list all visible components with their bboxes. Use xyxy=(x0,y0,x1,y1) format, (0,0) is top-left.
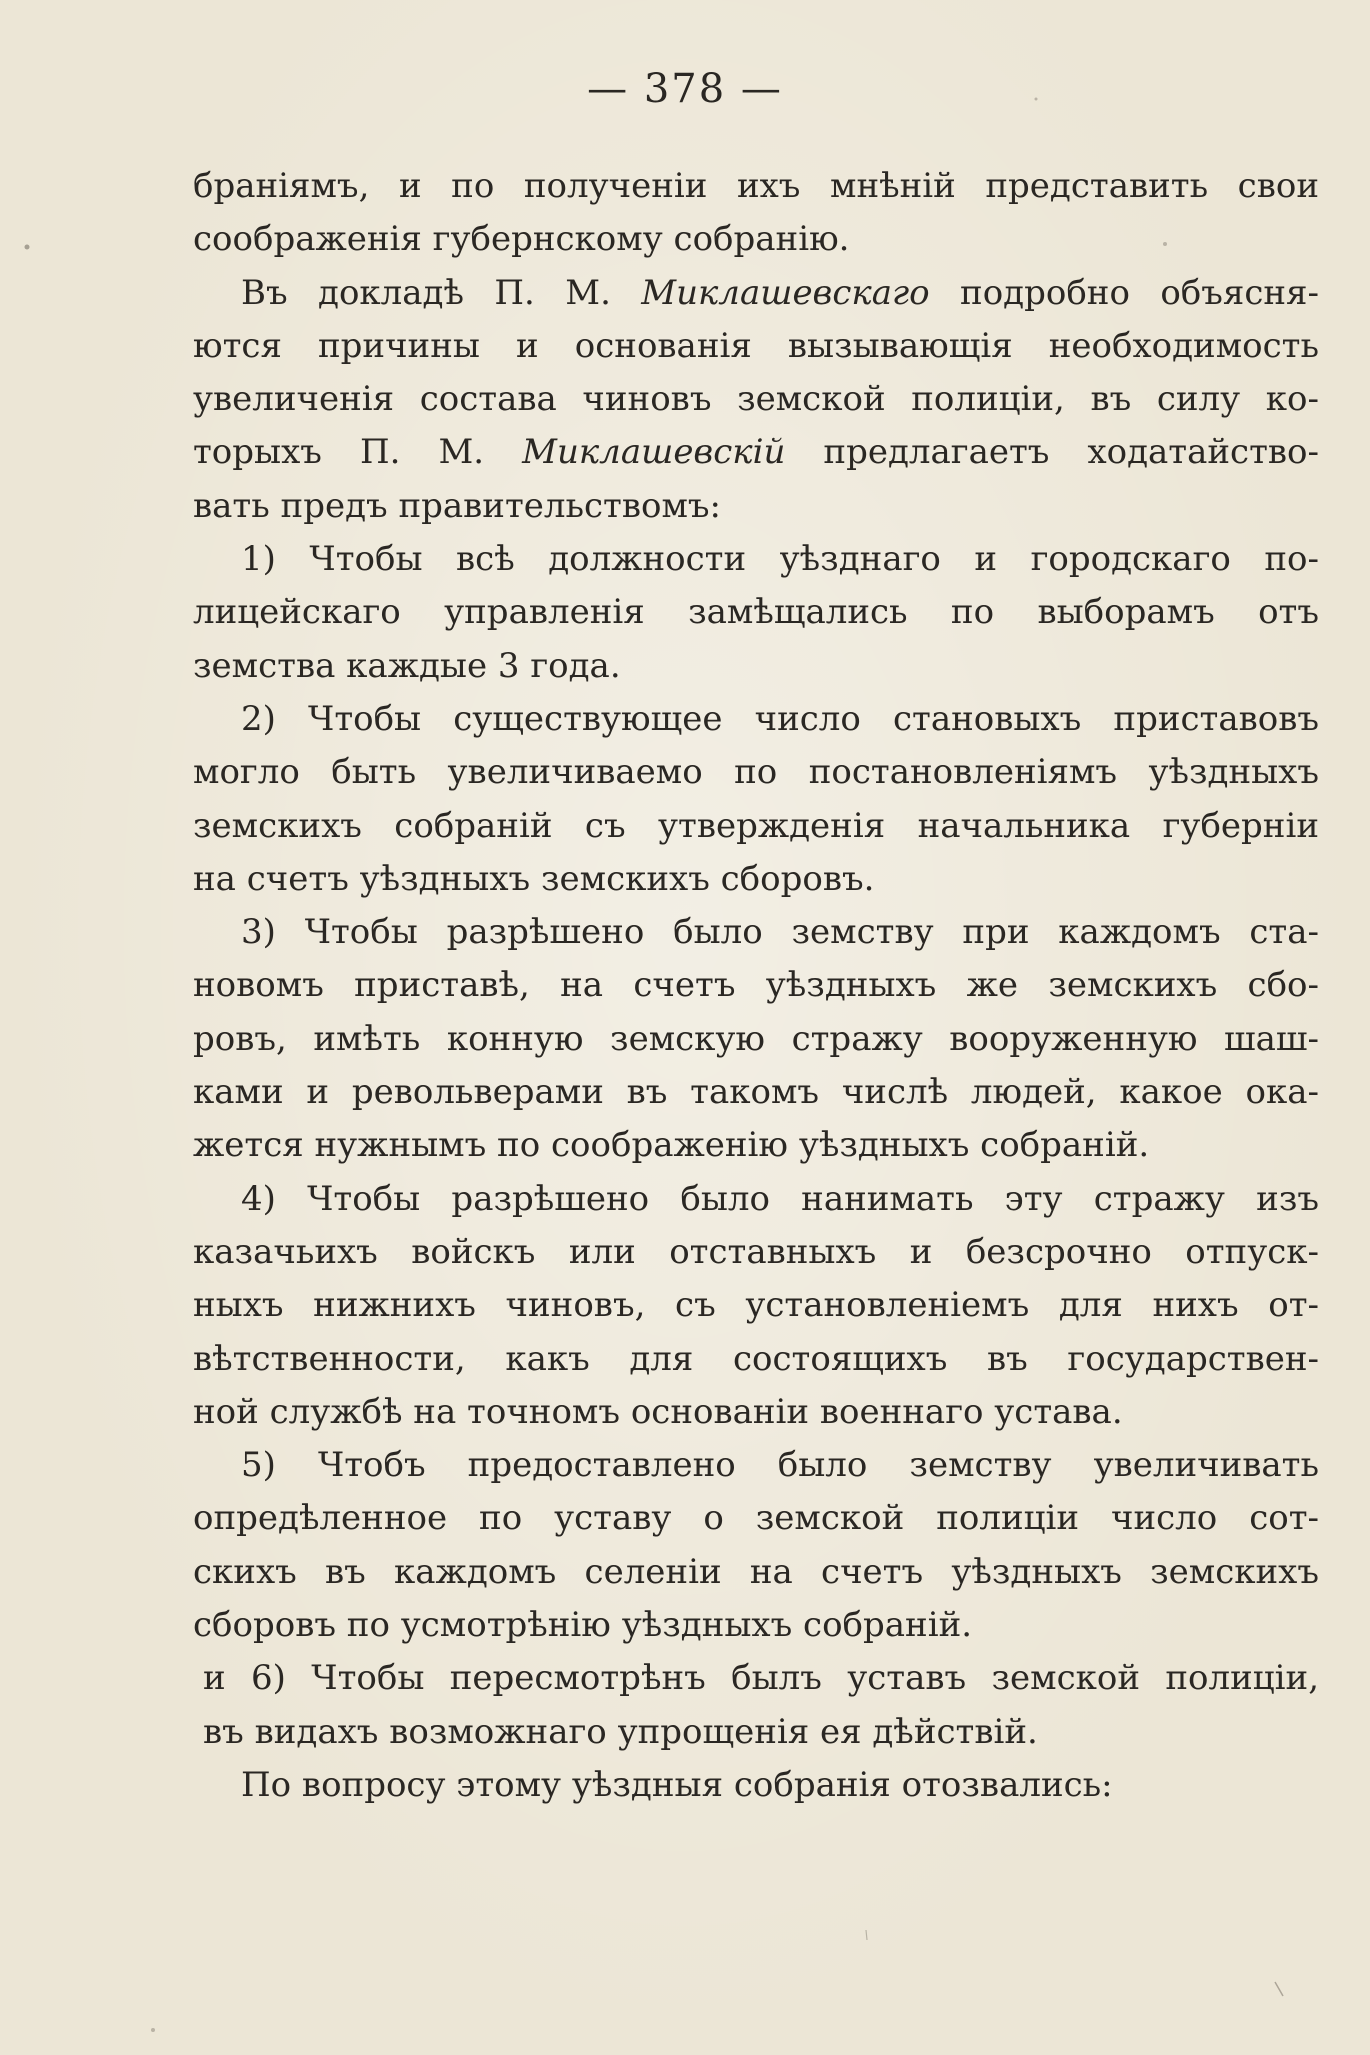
text-line: вѣтственности, какъ для состоящихъ въ государствен- xyxy=(193,1338,1319,1379)
paragraph xyxy=(193,906,1319,1172)
text-run: вать предъ правительствомъ: xyxy=(193,485,721,526)
text-line: могло быть увеличиваемо по постановленіямъ уѣздныхъ xyxy=(193,752,1319,793)
text-line: новомъ приставѣ, на счетъ уѣздныхъ же земскихъ сбо- xyxy=(193,965,1319,1006)
text-line: 5) Чтобъ предоставлено было земству увеличивать xyxy=(241,1445,1319,1486)
text-line xyxy=(193,320,1319,373)
text-line: земства каждые 3 года. xyxy=(193,645,621,686)
body-text xyxy=(193,160,1319,1812)
text-line: ками и револьверами въ такомъ числѣ людей, какое ока- xyxy=(193,1072,1319,1113)
text-line: ровъ, имѣть конную земскую стражу вооруженную шаш- xyxy=(193,1018,1319,1059)
text-run: Въ докладѣ П. М. xyxy=(241,272,642,313)
paragraph xyxy=(193,1759,1319,1812)
person-name: Миклашевскаго xyxy=(641,272,930,313)
text-line: 3) Чтобы разрѣшено было земству при каждомъ ста- xyxy=(241,912,1319,953)
paragraph xyxy=(193,1173,1319,1439)
text-line: 4) Чтобы разрѣшено было нанимать эту стражу изъ xyxy=(241,1178,1319,1219)
text-run: подробно объясня- xyxy=(929,272,1319,313)
text-line: 2) Чтобы существующее число становыхъ приставовъ xyxy=(241,698,1319,739)
text-run: ются причины и основанія вызывающія необходимость xyxy=(193,325,1319,366)
text-line: По вопросу этому уѣздныя собранія отозвались: xyxy=(241,1764,1113,1805)
text-line: браніямъ, и по полученіи ихъ мнѣній представить свои xyxy=(193,166,1319,206)
text-line: ной службѣ на точномъ основаніи военнаго устава. xyxy=(193,1391,1123,1432)
text-line: жется нужнымъ по соображенію уѣздныхъ собраній. xyxy=(193,1125,1150,1166)
person-name: Миклашевскій xyxy=(522,432,786,473)
text-line: ныхъ нижнихъ чиновъ, съ установленіемъ для нихъ от- xyxy=(193,1285,1319,1326)
text-line xyxy=(193,373,1319,426)
text-line xyxy=(193,426,1319,479)
text-line: въ видахъ возможнаго упрощенія ея дѣйствій. xyxy=(203,1711,1038,1752)
text-line: 1) Чтобы всѣ должности уѣзднаго и городскаго по- xyxy=(241,539,1319,580)
text-run: торыхъ П. М. xyxy=(193,432,523,473)
text-line: опредѣленное по уставу о земской полиціи число сот- xyxy=(193,1498,1319,1539)
text-line: соображенія губернскому собранію. xyxy=(193,219,850,260)
text-line: сборовъ по усмотрѣнію уѣздныхъ собраній. xyxy=(193,1605,973,1646)
text-line: и 6) Чтобы пересмотрѣнъ былъ уставъ земской полиціи, xyxy=(203,1658,1319,1699)
text-line: казачьихъ войскъ или отставныхъ и безсрочно отпуск- xyxy=(193,1231,1319,1272)
text-line: скихъ въ каждомъ селеніи на счетъ уѣздныхъ земскихъ xyxy=(193,1551,1319,1592)
paragraph xyxy=(203,1652,1319,1759)
text-line: лицейскаго управленія замѣщались по выборамъ отъ xyxy=(193,592,1319,633)
paragraph xyxy=(193,1439,1319,1652)
text-line xyxy=(193,267,1319,320)
text-line xyxy=(193,480,1319,533)
text-line: земскихъ собраній съ утвержденія начальника губерніи xyxy=(193,805,1319,846)
text-run: предлагаетъ ходатайство- xyxy=(785,432,1319,473)
paragraph xyxy=(193,533,1319,693)
paragraph xyxy=(193,267,1319,533)
paragraph xyxy=(193,160,1319,267)
text-run: увеличенія состава чиновъ земской полиціи, въ силу ко- xyxy=(193,379,1319,420)
paragraph xyxy=(193,693,1319,906)
page-number: — 378 — xyxy=(587,66,783,112)
text-line: на счетъ уѣздныхъ земскихъ сборовъ. xyxy=(193,858,875,899)
